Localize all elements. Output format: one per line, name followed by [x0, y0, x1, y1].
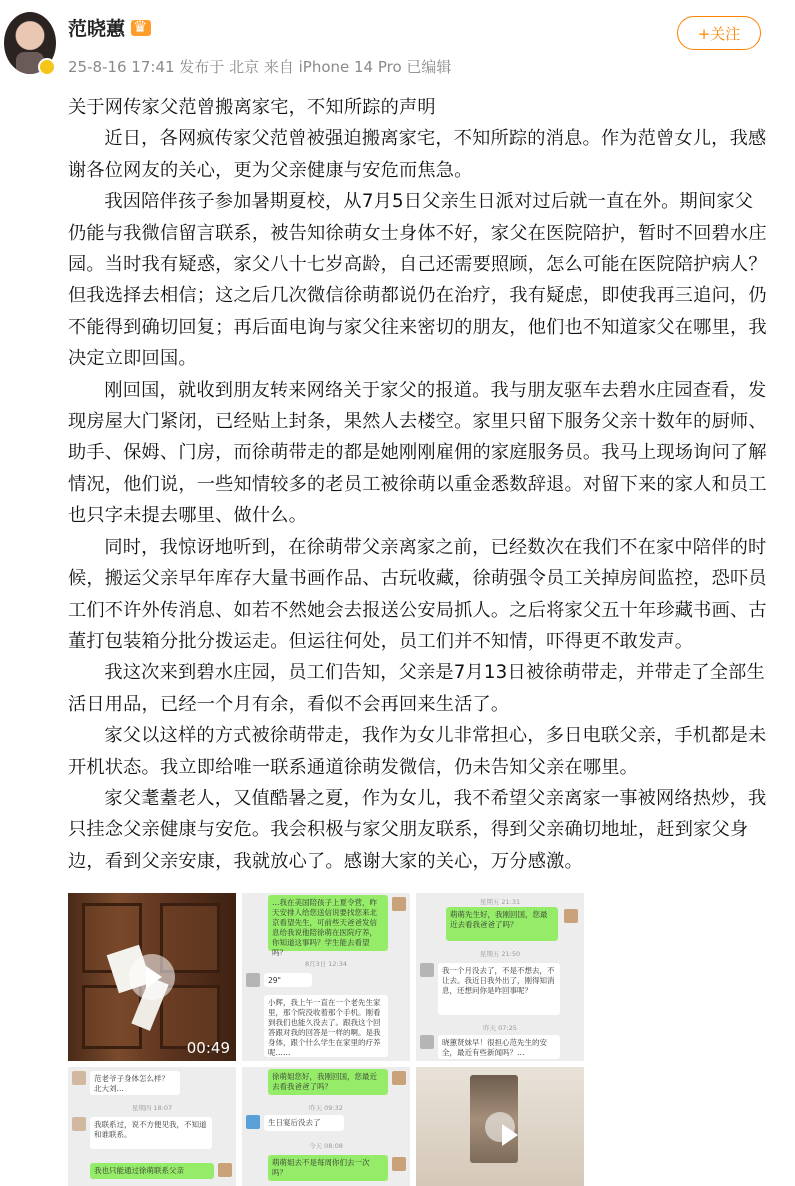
- chat-avatar: [564, 909, 578, 923]
- video-screenshot[interactable]: [416, 1067, 584, 1186]
- chat-bubble: 徐萌姐您好，我刚回国，您最近去看我爸爸了吗？: [268, 1069, 388, 1095]
- post-meta: 25-8-16 17:41 发布于 北京 来自 iPhone 14 Pro 已编辑: [68, 58, 452, 76]
- chat-timestamp: 星期五 21:50: [479, 950, 521, 958]
- chat-avatar: [72, 1071, 86, 1085]
- chat-bubble: 晓蕙贤妹早！很担心范先生的安全，最近有些新闻吗？…: [438, 1035, 560, 1059]
- chat-bubble: 我也只能通过徐萌联系父亲: [90, 1163, 214, 1179]
- paragraph-7: 家父耄耋老人，又值酷暑之夏，作为女儿，我不希望父亲离家一事被网络热炒，我只挂念父亲健康与安危。我会积极与家父朋友联系，得到父亲确切地址，赶到家父身边，看到父亲安康，我就放心了。感谢大家的关心，万分感激。: [68, 787, 767, 872]
- paragraph-2: 我因陪伴孩子参加暑期夏校，从7月5日父亲生日派对过后就一直在外。期间家父仍能与我微信留言联系，被告知徐萌女士身体不好，家父在医院陪护，暂时不回碧水庄园。当时我有疑惑，家父八十七岁高龄，自己还需要照顾，怎么可能在医院陪护病人？但我选择去相信；这之后几次微信徐萌都说仍在治疗，我有疑虑，即使我再三追问，仍不能得到确切回复；再后面电询与家父往来密切的朋友，他们也不知道家父在哪里，我决定立即回国。: [68, 191, 767, 370]
- follow-button[interactable]: +关注: [677, 16, 761, 50]
- chat-screenshot-1[interactable]: [242, 893, 410, 1061]
- chat-timestamp: 昨天 07:25: [483, 1024, 517, 1032]
- chat-timestamp: 今天 08:08: [309, 1142, 343, 1150]
- chat-avatar: [392, 1071, 406, 1085]
- post-content: [68, 92, 768, 877]
- paragraph-6: 家父以这样的方式被徐萌带走，我作为女儿非常担心，多日电联父亲，手机都是未开机状态。我立即给唯一联系通道徐萌发微信，仍未告知父亲在哪里。: [68, 725, 767, 778]
- video-thumbnail[interactable]: [68, 893, 236, 1061]
- play-icon[interactable]: [485, 1112, 515, 1142]
- chat-bubble: 萌萌先生好，我刚回国，您最近去看我爸爸了吗？: [446, 907, 558, 941]
- paragraph-3: 刚回国，就收到朋友转来网络关于家父的报道。我与朋友驱车去碧水庄园查看，发现房屋大门紧闭，已经贴上封条，果然人去楼空。家里只留下服务父亲十数年的厨师、助手、保姆、门房，而徐萌带走的都是她刚刚雇佣的家庭服务员。我马上现场询问了解情况，他们说，一些知情较多的老员工被徐萌以重金悉数辞退。对留下来的家人和员工也只字未提去哪里、做什么。: [68, 379, 767, 527]
- chat-screenshot-4[interactable]: [242, 1067, 410, 1186]
- chat-bubble: 我一个月没去了，不是不想去，不让去。我近日我外出了，刚得知消息，还想问你是咋回事呢？: [438, 963, 560, 1015]
- chat-avatar: [420, 963, 434, 977]
- chat-bubble: 我联系过，说不方便见我，不知道和谁联系。: [90, 1117, 212, 1149]
- chat-timestamp: 星期四 18:07: [131, 1104, 173, 1112]
- vip-crown-icon: [131, 20, 151, 36]
- chat-avatar: [72, 1117, 86, 1131]
- post-header: [0, 0, 795, 90]
- chat-bubble: …我在美国陪孩子上夏令营，昨天安排人给您送信说要找您来北京看望先生，可前些天爸爸发信息给我说他陪徐萌在医院疗养，你知道这事吗？学生能去看望吗？: [268, 895, 388, 951]
- chat-avatar: [246, 1115, 260, 1129]
- chat-avatar: [246, 973, 260, 987]
- chat-bubble: 范老爷子身体怎么样？北大刘…: [90, 1071, 180, 1095]
- paragraph-5: 我这次来到碧水庄园，员工们告知，父亲是7月13日被徐萌带走，并带走了全部生活日用品，已经一个月有余，看似不会再回来生活了。: [68, 662, 765, 715]
- chat-avatar: [218, 1163, 232, 1177]
- author-name-row: [68, 14, 151, 41]
- play-icon[interactable]: [129, 954, 175, 1000]
- chat-avatar: [392, 897, 406, 911]
- chat-timestamp: 8月3日 12:34: [304, 960, 348, 968]
- chat-avatar: [392, 1157, 406, 1171]
- author-name[interactable]: 范晓蕙: [68, 18, 126, 40]
- paragraph-4: 同时，我惊讶地听到，在徐萌带父亲离家之前，已经数次在我们不在家中陪伴的时候，搬运父亲早年库存大量书画作品、古玩收藏，徐萌强令员工关掉房间监控，恐吓员工们不许外传消息、如若不然她会去报送公安局抓人。之后将家父五十年珍藏书画、古董打包装箱分批分拨运走。但运往何处，员工们并不知情，吓得更不敢发声。: [68, 536, 767, 652]
- chat-bubble: 小辉，我上午一直在一个老先生家里，那个院没收着那个手机。刚看到我们也能久没去了。跟我这个回答跟对我的回答是一样的啊。是我身体，跟个什么学生在家里的疗养呢……: [264, 995, 388, 1057]
- chat-screenshot-3[interactable]: [68, 1067, 236, 1186]
- video-duration: 00:49: [186, 1039, 230, 1057]
- chat-avatar: [420, 1035, 434, 1049]
- chat-timestamp: 星期五 21:31: [479, 898, 521, 906]
- chat-bubble: 萌萌姐去不是每周你们去一次吗？: [268, 1155, 388, 1181]
- post-title: 关于网传家父范曾搬离家宅，不知所踪的声明: [68, 97, 436, 118]
- voice-message: 29": [264, 973, 312, 987]
- chat-screenshot-2[interactable]: [416, 893, 584, 1061]
- paragraph-1: 近日，各网疯传家父范曾被强迫搬离家宅，不知所踪的消息。作为范曾女儿，我感谢各位网友的关心，更为父亲健康与安危而焦急。: [68, 128, 767, 181]
- chat-bubble: 生日宴后没去了: [264, 1115, 344, 1131]
- verified-badge-icon: [38, 58, 56, 76]
- chat-timestamp: 昨天 09:32: [309, 1104, 343, 1112]
